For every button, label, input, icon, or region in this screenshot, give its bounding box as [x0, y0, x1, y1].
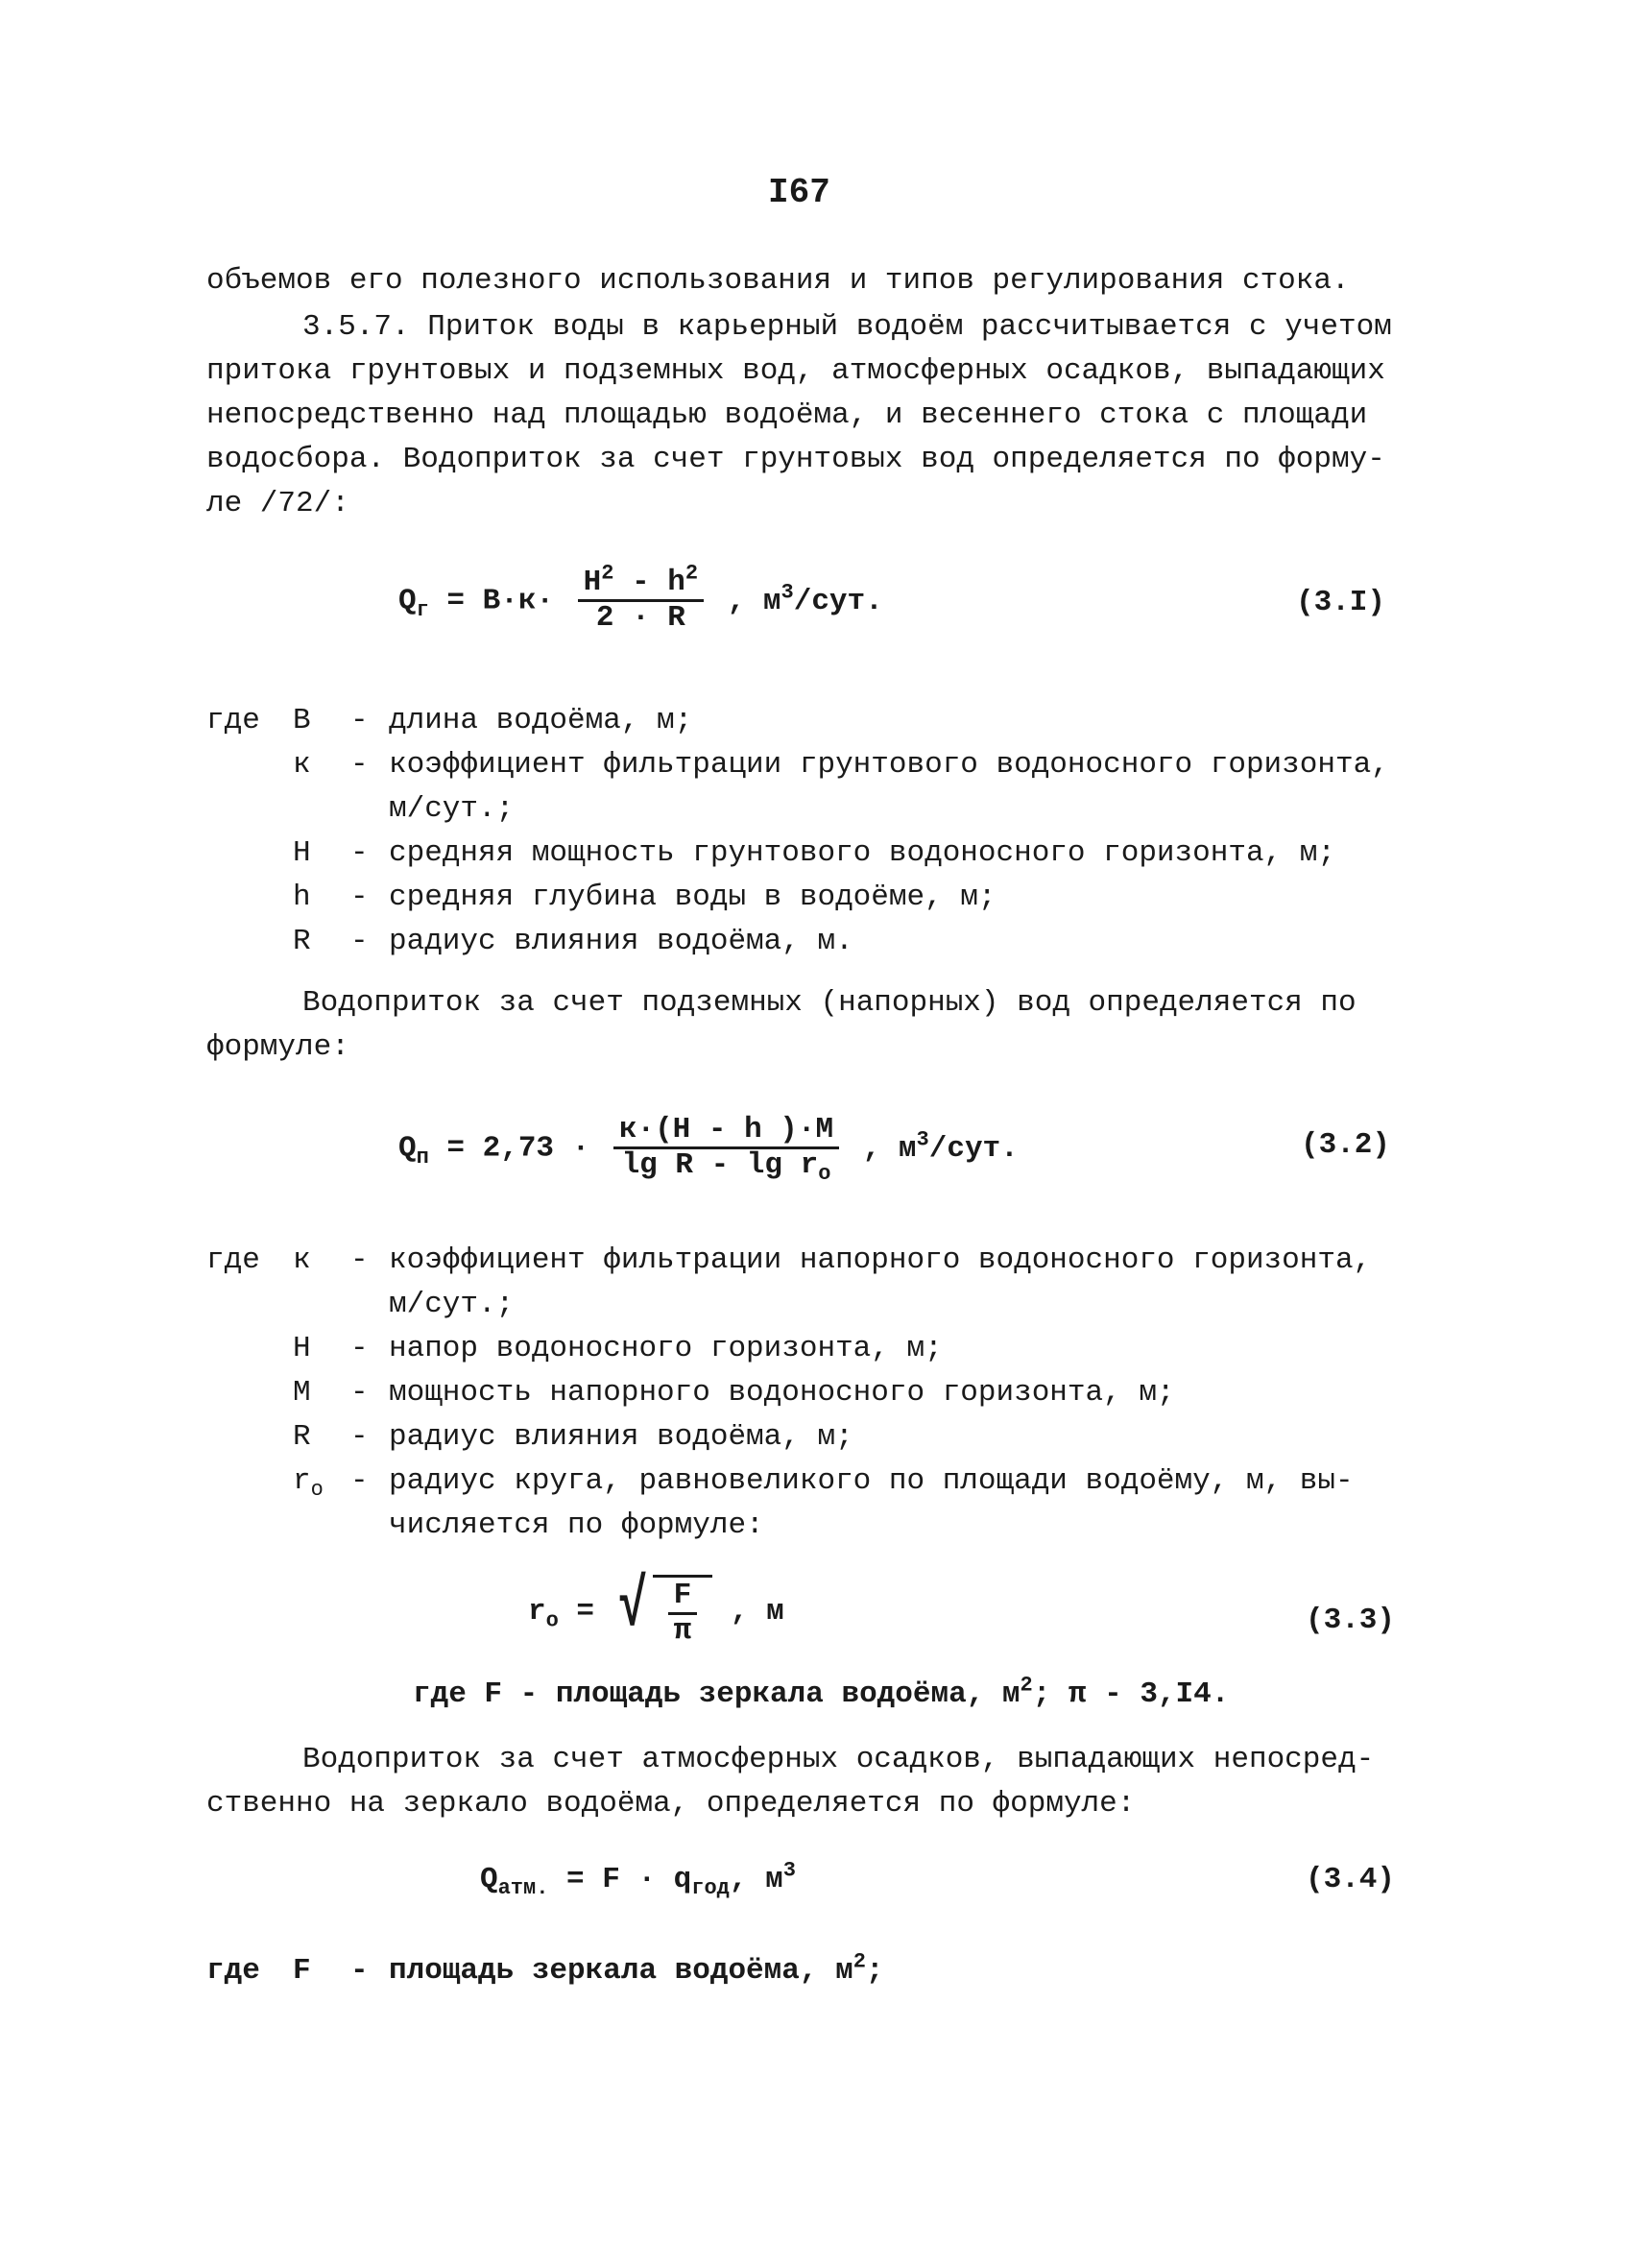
- equation-3-2: $Q_п = 2,73$ · $\frac{к\cdot(H - h )\cdot M}{\lg R - \lg r_о}$ , $м^3$/сут.: [398, 1113, 1019, 1187]
- eq1-unit: , $м^3$/сут.: [727, 580, 883, 618]
- definition-row: $r_о$ - радиус круга, равновеликого по площади водоёму, м, вы-: [293, 1464, 1354, 1503]
- text-line: водосбора. Водоприток за счет грунтовых вод определяется по форму-: [206, 443, 1385, 476]
- page-number: I67: [768, 173, 830, 212]
- eq1-mid: = B·к·: [446, 584, 555, 618]
- eq2-denominator: lg R - $\lg r_о$: [621, 1148, 831, 1187]
- definitions-eq-3-2: [206, 1239, 1371, 1548]
- definition-row: R - радиус влияния водоёма, м.: [293, 925, 853, 958]
- definition-row: R - радиус влияния водоёма, м;: [293, 1420, 853, 1454]
- definitions-eq-3-4: [206, 1949, 884, 1993]
- definition-row: к - коэффициент фильтрации грунтового водоносного горизонта,: [293, 748, 1389, 782]
- text-line: формуле:: [206, 1030, 349, 1064]
- definitions-eq-3-1: [206, 699, 1389, 964]
- definition-row: м/сут.;: [389, 1288, 515, 1321]
- equation-number: (3.I): [1296, 586, 1386, 619]
- intro-line: объемов его полезного использования и типов регулирования стока.: [206, 264, 1350, 298]
- definition-row: где B - длина водоёма, м;: [206, 704, 693, 737]
- definition-row: где к - коэффициент фильтрации напорного водоносного горизонта,: [206, 1243, 1372, 1277]
- equation-3-3: $r_о$ = √ $\frac{F}{\pi}$ , м: [528, 1570, 784, 1648]
- equation-3-4: $Q_{атм.} = F \cdot q_{год}$, $м^3$: [480, 1858, 796, 1901]
- definition-row: м/сут.;: [389, 792, 515, 826]
- text-line: 3.5.7. Приток воды в карьерный водоём рассчитывается с учетом: [302, 310, 1392, 344]
- equation-3-1: [398, 561, 883, 635]
- equation-number: (3.3): [1306, 1604, 1396, 1637]
- equation-number: (3.2): [1301, 1128, 1391, 1162]
- definition-row: h - средняя глубина воды в водоёме, м;: [293, 881, 997, 914]
- square-root: √ $\frac{F}{\pi}$: [612, 1575, 713, 1648]
- paragraph-3: [206, 1738, 1374, 1826]
- definition-row: числяется по формуле:: [389, 1508, 764, 1542]
- paragraph-3-5-7: [206, 305, 1392, 526]
- text-line: Водоприток за счет атмосферных осадков, выпадающих непосред-: [302, 1743, 1375, 1776]
- text-line: ственно на зеркало водоёма, определяется по формуле:: [206, 1787, 1136, 1821]
- definition-row: M - мощность напорного водоносного горизонта, м;: [293, 1376, 1175, 1410]
- definition-row: H - средняя мощность грунтового водоносного горизонта, м;: [293, 836, 1335, 870]
- text-line: ле /72/:: [206, 487, 349, 520]
- eq1-lhs-sub: г: [416, 597, 429, 622]
- text-line: Водоприток за счет подземных (напорных) вод определяется по: [302, 986, 1357, 1020]
- definition-row: H - напор водоносного горизонта, м;: [293, 1332, 943, 1365]
- eq3-fraction: $\frac{F}{\pi}$: [668, 1580, 698, 1648]
- definition-row: где F - площадь зеркала водоёма, $м^2$;: [206, 1949, 884, 1988]
- equation-number: (3.4): [1306, 1863, 1396, 1896]
- text-line: притока грунтовых и подземных вод, атмосферных осадков, выпадающих: [206, 354, 1385, 388]
- text-line: непосредственно над площадью водоёма, и весеннего стока с площади: [206, 398, 1368, 432]
- eq1-lhs: Q: [398, 584, 417, 618]
- paragraph-2: [206, 981, 1357, 1070]
- equation-note: где F - площадь зеркала водоёма, $м^2$; π - 3,I4.: [413, 1673, 1230, 1711]
- eq2-numerator: к·(H - h )·M: [613, 1114, 839, 1149]
- eq1-fraction: [578, 561, 704, 635]
- eq1-numerator: $H^2 - h^2$: [578, 567, 704, 602]
- eq1-denominator: 2 · R: [595, 601, 685, 635]
- eq2-fraction: [613, 1113, 839, 1187]
